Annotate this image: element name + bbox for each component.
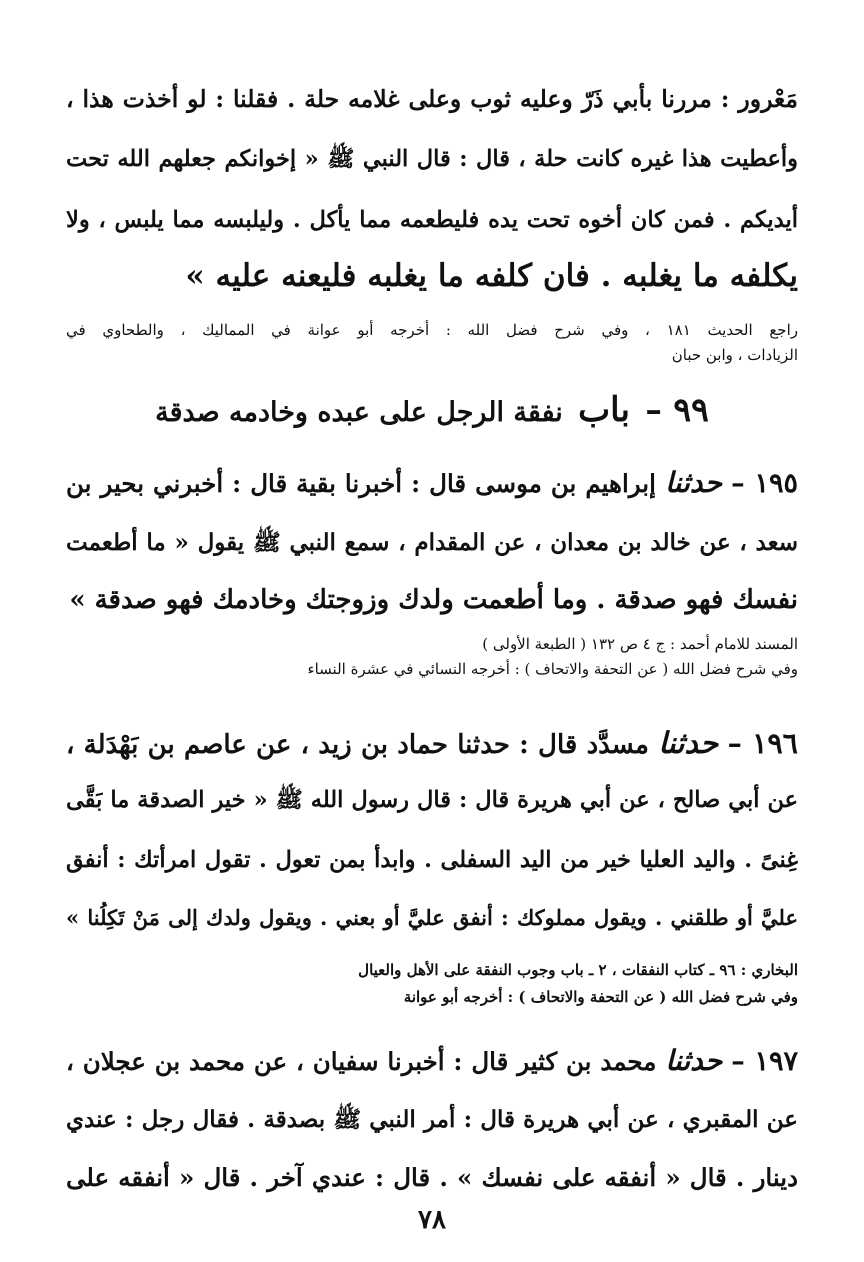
footnote-line: وفي شرح فضل الله ( عن التحفة والاتحاف ) : أخرجه أبو عوانة [403,988,798,1006]
text-line: نفسك فهو صدقة . وما أطعمت ولدك وزوجتك وخادمك فهو صدقة » [69,585,798,615]
chapter-title: نفقة الرجل على عبده وخادمه صدقة [155,397,563,428]
hadith-number: ١٩٦ – [727,726,798,760]
text-line: دينار . قال « أنفقه على نفسك » . قال : عندي آخر . قال « أنفقه على [66,1163,798,1192]
footnote-line: البخاري : ٩٦ ـ كتاب النفقات ، ٢ ـ باب وجوب النفقة على الأهل والعيال [358,961,798,979]
hadith-first-line [66,460,798,506]
hadith-keyword: حدثنا [665,466,722,499]
hadith-text: إبراهيم بن موسى قال : أخبرنا بقية قال : أخبرني بحير بن [66,469,656,498]
text-line: غِنىً . واليد العليا خير من اليد السفلى . وابدأ بمن تعول . تقول امرأتك : أنفق [66,847,798,873]
text-line: سعد ، عن خالد بن معدان ، عن المقدام ، سمع النبي ﷺ يقول « ما أطعمت [66,529,798,556]
text-line: عليَّ أو طلقني . ويقول مملوكك : أنفق عليَّ أو بعني . ويقول ولدك إلى مَنْ تَكِلُنا » [66,905,798,930]
text-line: أيديكم . فمن كان أخوه تحت يده فليطعمه مما يأكل . وليلبسه مما يلبس ، ولا [66,207,798,233]
hadith-text: محمد بن كثير قال : أخبرنا سفيان ، عن محمد بن عجلان ، [66,1047,657,1076]
text-line: عن أبي صالح ، عن أبي هريرة قال : قال رسول الله ﷺ « خير الصدقة ما بَقَّى [66,787,798,813]
chapter-heading [66,388,798,432]
page-number: ٧٨ [418,1205,446,1235]
hadith-number: ١٩٧ – [731,1046,798,1077]
hadith-text: مسدَّد قال : حدثنا حماد بن زيد ، عن عاصم بن بَهْدَلة ، [66,730,649,760]
chapter-label: باب [578,390,630,430]
chapter-number: ٩٩ – [645,390,709,429]
hadith-number: ١٩٥ – [731,468,798,499]
hadith-keyword: حدثنا [658,725,719,760]
footnote-line: المسند للامام أحمد : ج ٤ ص ١٣٢ ( الطبعة الأولى ) [482,635,798,653]
text-line: عن المقبري ، عن أبي هريرة قال : أمر النبي ﷺ بصدقة . فقال رجل : عندي [66,1106,798,1133]
hadith-first-line [66,720,798,766]
hadith-keyword: حدثنا [665,1044,723,1077]
hadith-first-line [66,1038,798,1084]
footnote-line: راجع الحديث ١٨١ ، وفي شرح فضل الله : أخرجه أبو عوانة في المماليك ، والطحاوي في [66,321,798,339]
text-line: وأعطيت هذا غيره كانت حلة ، قال : قال النبي ﷺ « إخوانكم جعلهم الله تحت [66,146,798,172]
footnote-line: وفي شرح فضل الله ( عن التحفة والاتحاف ) : أخرجه النسائي في عشرة النساء [307,660,798,678]
text-line: مَعْرور : مررنا بأبي ذَرّ وعليه ثوب وعلى غلامه حلة . فقلنا : لو أخذت هذا ، [66,85,798,113]
footnote-line: الزيادات ، وابن حبان [671,346,798,364]
text-line: يكلفه ما يغلبه . فان كلفه ما يغلبه فليعنه عليه » [185,258,798,294]
